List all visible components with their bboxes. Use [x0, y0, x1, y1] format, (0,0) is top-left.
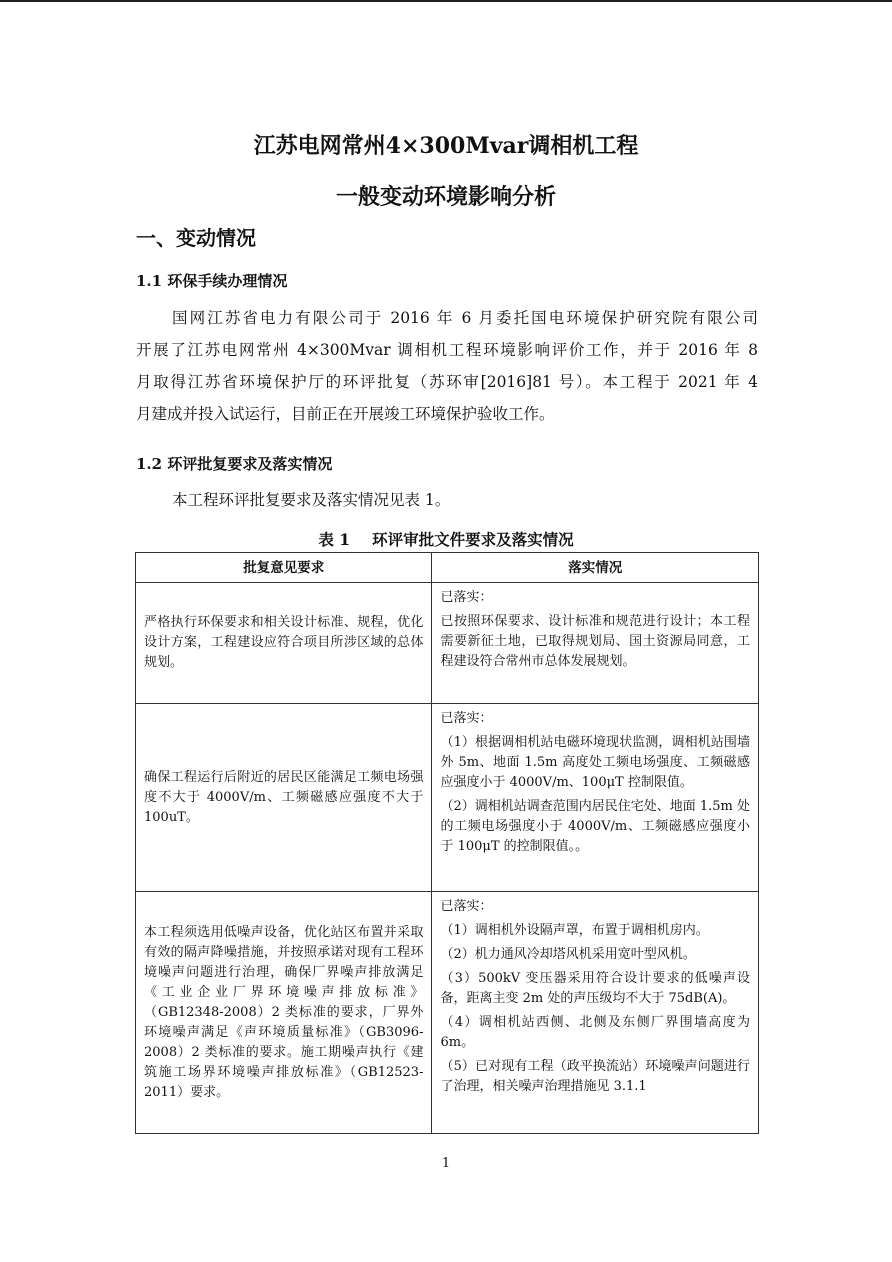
status-line: 已落实： [440, 590, 493, 605]
table-header-row [136, 553, 759, 583]
status-line: 已落实： [440, 711, 493, 726]
header-status: 落实情况 [432, 553, 759, 583]
requirement-cell: 确保工程运行后附近的居民区能满足工频电场强度不大于 4000V/m、工频磁感应强度不大于 100uT。 [136, 704, 432, 892]
table-caption [0, 528, 892, 552]
table-caption-number: 表 1 [318, 530, 351, 549]
paragraph-line: 月建成并投入试运行，目前正在开展竣工环境保护验收工作。 [136, 405, 555, 423]
status-line: （2）机力通风冷却塔风机采用宽叶型风机。 [440, 947, 696, 962]
subsection-heading-1-2: 1.2 环评批复要求及落实情况 [136, 455, 333, 473]
status-line: （1）根据调相机站电磁环境现状监测，调相机站围墙外 5m、地面 1.5m 高度处工频电场强度、工频磁感应强度小于 4000V/m、100μT 控制限值。 [440, 735, 750, 790]
status-cell [432, 583, 759, 704]
document-title-line2: 一般变动环境影响分析 [335, 184, 556, 210]
table-row [136, 704, 759, 892]
status-line: （1）调相机外设隔声罩，布置于调相机房内。 [440, 923, 709, 938]
paragraph-line: 国网江苏省电力有限公司于 2016 年 6 月委托国电环境保护研究院有限公司 [172, 309, 758, 327]
section-heading: 一、变动情况 [136, 226, 256, 250]
status-line: （2）调相机站调查范围内居民住宅处、地面 1.5m 处的工频电场强度小于 4000V/m、工频磁感应强度小于 100μT 的控制限值。。 [440, 799, 751, 854]
requirement-cell: 本工程须选用低噪声设备，优化站区布置并采取有效的隔声降噪措施，并按照承诺对现有工程环境噪声问题进行治理，确保厂界噪声排放满足《工业企业厂界环境噪声排放标准》（GB12348-2008）2 类标准的要求，厂界外环境噪声满足《声环境质量标准》（GB3096-2008）2 类标准的要求。施工期噪声执行《建筑施工场界环境噪声排放标准》（GB12523-2011）要求。 [136, 892, 432, 1134]
paragraph-line: 开展了江苏电网常州 4×300Mvar 调相机工程环境影响评价工作，并于 2016 年 8 [136, 341, 758, 359]
subsection-heading-1-1: 1.1 环保手续办理情况 [136, 272, 288, 290]
page-number: 1 [441, 1156, 451, 1171]
table-caption-text: 环评审批文件要求及落实情况 [372, 530, 574, 549]
paragraph-line: 月取得江苏省环境保护厅的环评批复（苏环审[2016]81 号）。本工程于 2021 年 4 [136, 373, 758, 391]
document-title-line1: 江苏电网常州4×300Mvar调相机工程 [253, 133, 639, 159]
paragraph-line: 本工程环评批复要求及落实情况见表 1。 [172, 491, 451, 509]
status-line: 已落实： [440, 899, 493, 914]
requirement-cell: 严格执行环保要求和相关设计标准、规程，优化设计方案，工程建设应符合项目所涉区域的总体规划。 [136, 583, 432, 704]
approval-table [135, 552, 759, 1134]
table-row [136, 892, 759, 1134]
status-line: 已按照环保要求、设计标准和规范进行设计；本工程需要新征土地，已取得规划局、国土资源局同意，工程建设符合常州市总体发展规划。 [440, 614, 750, 669]
status-line: （5）已对现有工程（政平换流站）环境噪声问题进行了治理，相关噪声治理措施见 3.1.1 [440, 1059, 750, 1094]
status-line: （3）500kV 变压器采用符合设计要求的低噪声设备，距离主变 2m 处的声压级均不大于 75dB(A)。 [440, 971, 750, 1006]
status-cell [432, 704, 759, 892]
table-row [136, 583, 759, 704]
status-cell [432, 892, 759, 1134]
paragraph-1-1 [136, 302, 758, 430]
paragraph-1-2 [136, 484, 758, 516]
status-line: （4）调相机站西侧、北侧及东侧厂界围墙高度为 6m。 [440, 1015, 750, 1050]
header-requirement: 批复意见要求 [136, 553, 432, 583]
top-border-line [0, 0, 892, 2]
